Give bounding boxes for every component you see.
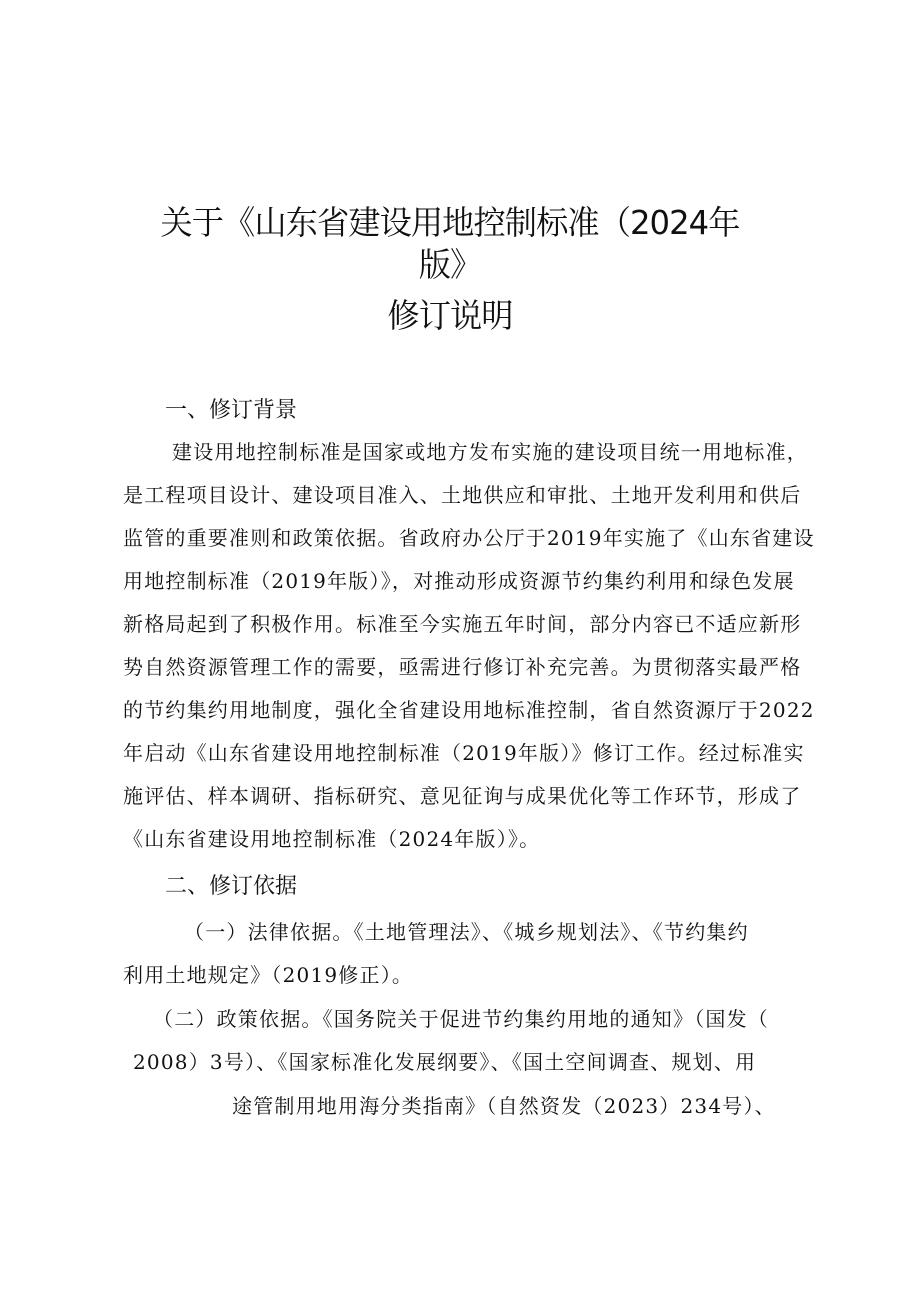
paragraph-line: 是工程项目设计、建设项目准入、土地供应和审批、土地开发利用和供后 <box>123 483 802 507</box>
paragraph-line: 年启动《山东省建设用地控制标准（2019年版）》修订工作。经过标准实 <box>123 741 805 765</box>
paragraph-line: 施评估、样本调研、指标研究、意见征询与成果优化等工作环节，形成了 <box>123 784 802 808</box>
paragraph-line: （一）法律依据。《土地管理法》、《城乡规划法》、《节约集约 <box>184 920 749 944</box>
paragraph-line: 《山东省建设用地控制标准（2024年版）》。 <box>123 827 541 851</box>
section-heading-basis: 二、修订依据 <box>165 874 298 899</box>
document-title-line-1: 关于《山东省建设用地控制标准（2024年 <box>160 203 740 242</box>
document-title-line-2: 版》 <box>418 245 482 284</box>
paragraph-line: 利用土地规定》（2019修正）。 <box>123 963 414 987</box>
paragraph-line: 的节约集约用地制度，强化全省建设用地标准控制，省自然资源厅于2022 <box>123 698 815 722</box>
paragraph-line: 势自然资源管理工作的需要，亟需进行修订补充完善。为贯彻落实最严格 <box>123 655 802 679</box>
paragraph-line: 2008）3号）、《国家标准化发展纲要》、《国土空间调查、规划、用 <box>133 1050 757 1074</box>
paragraph-line: 监管的重要准则和政策依据。省政府办公厅于2019年实施了《山东省建设 <box>123 526 815 550</box>
paragraph-line: 途管制用地用海分类指南》（自然资发（2023）234号）、 <box>232 1094 776 1118</box>
paragraph-line: 用地控制标准（2019年版）》，对推动形成资源节约集约利用和绿色发展 <box>123 569 795 593</box>
paragraph-line: 建设用地控制标准是国家或地方发布实施的建设项目统一用地标准， <box>172 440 808 464</box>
paragraph-line: 新格局起到了积极作用。标准至今实施五年时间，部分内容已不适应新形 <box>123 612 802 636</box>
paragraph-line: （二）政策依据。《国务院关于促进节约集约用地的通知》（国发（ <box>153 1007 769 1031</box>
section-heading-background: 一、修订背景 <box>165 398 298 423</box>
document-title-line-3: 修订说明 <box>387 296 513 335</box>
